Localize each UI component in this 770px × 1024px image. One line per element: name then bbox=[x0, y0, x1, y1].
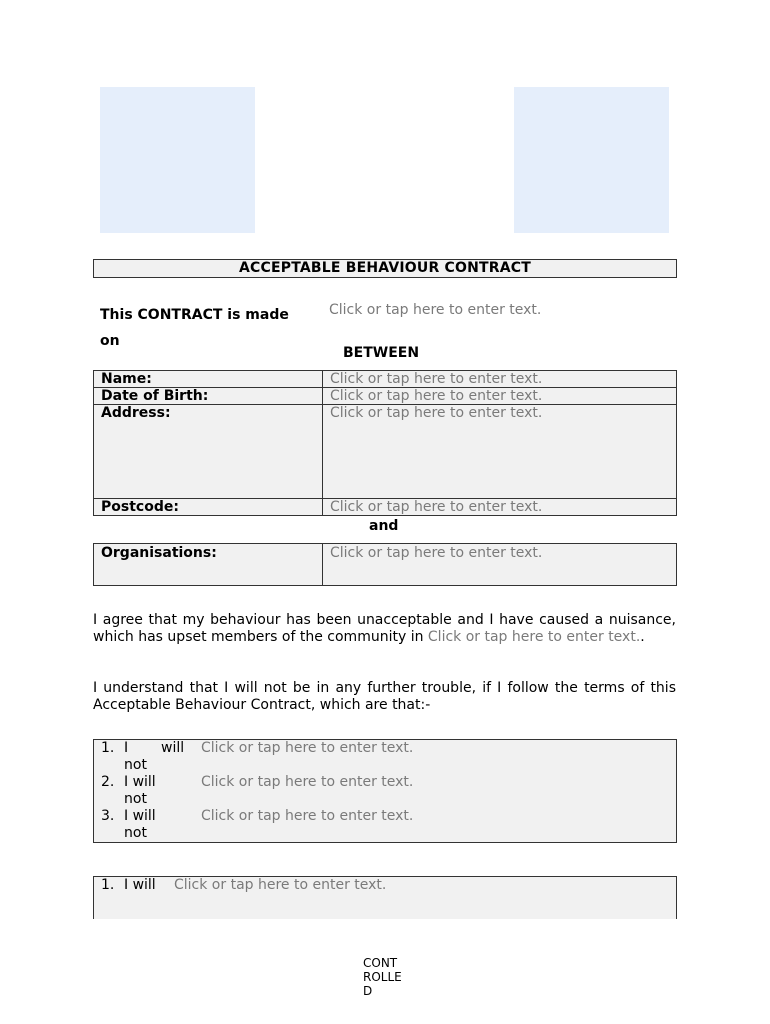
right-logo-placeholder bbox=[514, 87, 669, 233]
will-not-label-a: I will bbox=[124, 774, 156, 790]
person-details-table bbox=[93, 370, 677, 516]
organisations-field[interactable]: Click or tap here to enter text. bbox=[323, 544, 677, 586]
will-not-label-3 bbox=[124, 808, 156, 825]
contract-made-label-line1: This CONTRACT is made bbox=[100, 307, 289, 323]
name-field[interactable]: Click or tap here to enter text. bbox=[323, 371, 677, 388]
will-not-label-2 bbox=[124, 774, 156, 791]
dob-label: Date of Birth: bbox=[94, 388, 323, 405]
list-number: 3. bbox=[101, 808, 115, 824]
will-not-label-1b bbox=[161, 740, 184, 757]
list-item bbox=[101, 740, 114, 757]
stamp-line: CONT bbox=[363, 956, 398, 970]
agreement-text: I agree that my behaviour has been unacceptable and I have caused a nuisance, which has upset members of the community in bbox=[93, 612, 676, 645]
list-number: 2. bbox=[101, 774, 115, 790]
list-number: 1. bbox=[101, 740, 115, 756]
list-item bbox=[101, 877, 114, 894]
left-logo-placeholder bbox=[100, 87, 255, 233]
and-label: and bbox=[369, 518, 399, 534]
address-field[interactable]: Click or tap here to enter text. bbox=[323, 405, 677, 499]
community-field[interactable]: Click or tap here to enter text. bbox=[427, 629, 641, 645]
will-not-label-1 bbox=[124, 740, 128, 757]
organisations-label: Organisations: bbox=[94, 544, 323, 586]
will-not-label-b: will bbox=[161, 740, 185, 756]
postcode-field[interactable]: Click or tap here to enter text. bbox=[323, 499, 677, 516]
contract-title: ACCEPTABLE BEHAVIOUR CONTRACT bbox=[93, 259, 677, 278]
will-not-label-3c bbox=[124, 825, 147, 842]
will-not-label-2c bbox=[124, 791, 147, 808]
list-item bbox=[101, 774, 114, 791]
will-not-field-2[interactable]: Click or tap here to enter text. bbox=[201, 774, 414, 790]
will-not-label-c: not bbox=[124, 757, 147, 773]
controlled-stamp bbox=[363, 956, 413, 998]
agreement-suffix: . bbox=[640, 629, 645, 645]
will-not-label-c: not bbox=[124, 791, 147, 807]
dob-field[interactable]: Click or tap here to enter text. bbox=[323, 388, 677, 405]
contract-made-label-line2: on bbox=[100, 333, 120, 349]
table-row bbox=[94, 371, 677, 388]
will-field-1[interactable]: Click or tap here to enter text. bbox=[174, 877, 387, 893]
list-number: 1. bbox=[101, 877, 115, 893]
will-not-label-c: not bbox=[124, 825, 147, 841]
table-row bbox=[94, 405, 677, 499]
will-not-field-1[interactable]: Click or tap here to enter text. bbox=[201, 740, 414, 756]
address-label: Address: bbox=[94, 405, 323, 499]
contract-made-label bbox=[100, 302, 289, 354]
will-not-field-3[interactable]: Click or tap here to enter text. bbox=[201, 808, 414, 824]
will-not-label-1c bbox=[124, 757, 147, 774]
name-label: Name: bbox=[94, 371, 323, 388]
organisations-table bbox=[93, 543, 677, 586]
agreement-paragraph bbox=[93, 612, 676, 646]
table-row bbox=[94, 499, 677, 516]
postcode-label: Postcode: bbox=[94, 499, 323, 516]
understanding-paragraph: I understand that I will not be in any further trouble, if I follow the terms of this Acceptable Behaviour Contract, which are that:- bbox=[93, 680, 676, 713]
between-label: BETWEEN bbox=[343, 345, 420, 361]
table-row bbox=[94, 388, 677, 405]
stamp-line: ROLLE bbox=[363, 970, 402, 984]
will-list bbox=[93, 876, 677, 919]
will-not-label-a: I will bbox=[124, 808, 156, 824]
list-item bbox=[101, 808, 114, 825]
will-not-list bbox=[93, 739, 677, 843]
will-not-label-a: I bbox=[124, 740, 129, 756]
will-label-1: I will bbox=[124, 877, 156, 893]
table-row bbox=[94, 544, 677, 586]
contract-date-field[interactable]: Click or tap here to enter text. bbox=[329, 302, 542, 318]
stamp-line: D bbox=[363, 984, 373, 998]
